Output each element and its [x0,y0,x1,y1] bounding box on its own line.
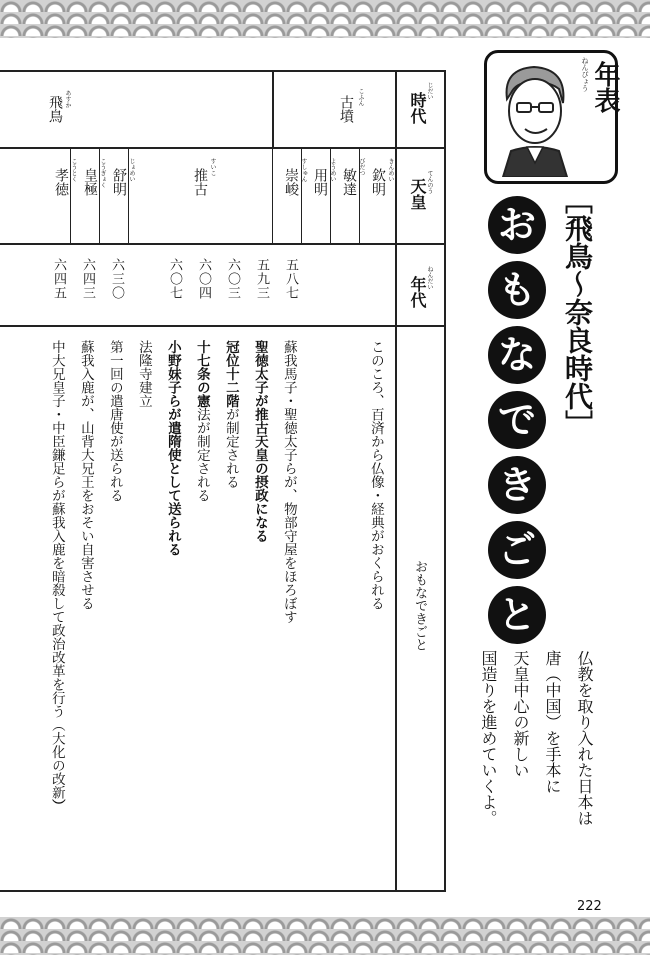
emperor-ruby: こうとく [70,158,77,182]
event-row: 小野妹子らが遣隋使として送られる [164,340,181,556]
year-cell: 六〇四 [196,258,211,300]
era-asuka-ruby: あすか [64,90,71,108]
intro-line-1: 仏教を取り入れた日本は [575,650,594,826]
badge-title: 年表 [590,61,620,113]
emperor-name: 推古 [192,168,208,196]
header-event: おもなできごと [412,560,427,651]
table-right-border [444,70,446,892]
event-row: 蘇我入鹿が、山背大兄王をおそい自害させる [77,340,94,610]
year-cell: 六〇七 [167,258,182,300]
title-char-circle: も [488,261,546,319]
intro-line-2: 唐（中国）を手本に [543,650,562,794]
title-char-circle: と [488,586,546,644]
year-cell: 六三〇 [109,258,124,300]
header-era-ruby: じだい [426,82,433,100]
title-char-circle: な [488,326,546,384]
year-cell: 六〇三 [225,258,240,300]
era-range-heading: ［飛鳥〜奈良時代］ [561,186,594,438]
emperor-ruby: こうぎょく [99,158,106,188]
era-kofun: 古墳 [338,95,354,123]
header-column-divider [395,70,397,892]
title-char-circle: で [488,391,546,449]
event-row: 十七条の憲法が制定される [193,340,210,502]
emperor-name: 崇峻 [283,168,299,196]
era-kofun-ruby: こふん [357,88,364,106]
year-cell: 五九三 [254,258,269,300]
emperor-ruby: すしゅん [300,158,307,182]
era-divider [272,70,274,148]
year-cell: 六四五 [51,258,66,300]
emperor-ruby: すいこ [209,158,216,176]
header-emperor: 天皇 [408,178,427,210]
header-year: 年代 [408,276,427,308]
intro-line-4: 国造りを進めていくよ。 [479,650,498,826]
event-row: 中大兄皇子・中臣鎌足らが蘇我入鹿を暗殺して政治改革を行う（大化の改新） [48,340,65,813]
event-row: 聖徳太子が推古天皇の摂政になる [251,340,268,543]
emperor-name: 敏達 [341,168,357,196]
page-number: 222 [577,899,602,914]
header-year-ruby: ねんだい [426,266,433,290]
event-row: このころ、百済から仏像・経典がおくられる [367,340,384,610]
emperor-ruby: びだつ [358,158,365,176]
emperor-ruby: きんめい [387,158,394,182]
header-emperor-ruby: てんのう [426,170,433,194]
title-char-circle: ご [488,521,546,579]
emperor-ruby: じょめい [128,158,135,182]
emperor-name: 孝徳 [53,168,69,196]
title-char-circle: お [488,196,546,254]
header-era: 時代 [408,92,427,124]
table-top-border [0,70,444,72]
emperor-divider-4 [272,148,273,244]
row-divider-year [0,325,444,327]
event-row: 蘇我馬子・聖徳太子らが、物部守屋をほろぼす [280,340,297,624]
emperor-name: 用明 [312,168,328,196]
event-row: 法隆寺建立 [135,340,152,408]
event-row: 冠位十二階が制定される [222,340,239,489]
intro-line-3: 天皇中心の新しい [511,650,530,778]
row-divider-emperor [0,243,444,245]
event-row: 第一回の遣唐使が送られる [106,340,123,502]
emperor-ruby: ようめい [329,158,336,182]
row-divider-era [0,147,444,149]
emperor-name: 皇極 [82,168,98,196]
badge-ruby: ねんぴょう [581,57,589,92]
era-asuka: 飛鳥 [47,95,63,123]
table-bottom-border [0,890,444,892]
emperor-name: 欽明 [370,168,386,196]
title-char-circle: き [488,456,546,514]
emperor-name: 舒明 [111,168,127,196]
year-cell: 六四三 [80,258,95,300]
year-cell: 五八七 [283,258,298,300]
